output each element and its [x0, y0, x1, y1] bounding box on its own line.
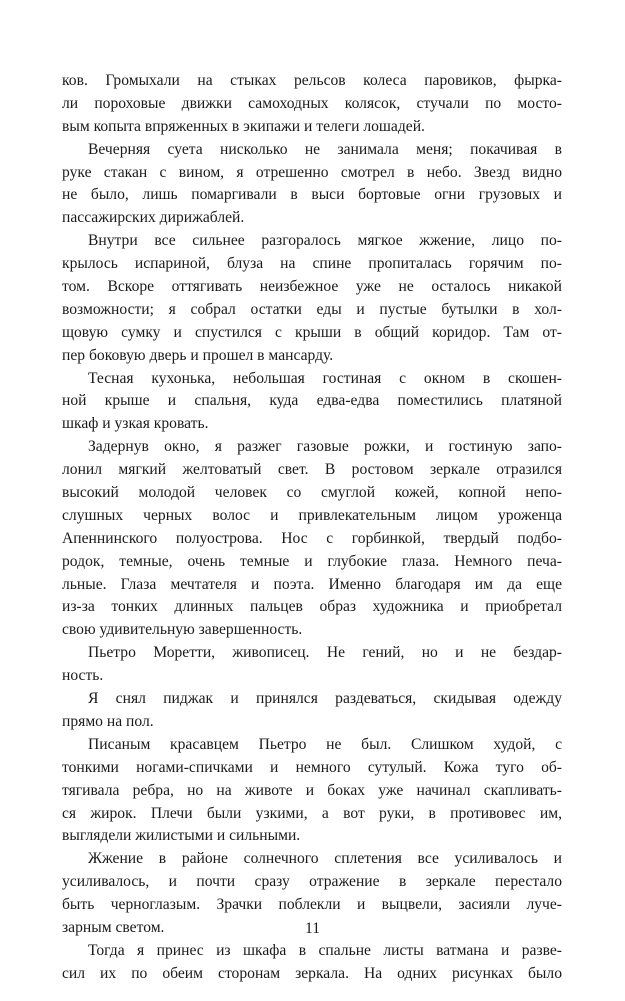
text-line: шкаф и узкая кровать.: [62, 415, 209, 433]
text-line: прямо на пол.: [62, 712, 154, 730]
paragraph: [62, 734, 562, 848]
text-line: зарным светом.: [62, 918, 165, 936]
text-line: возможности; я собрал остатки еды и пустые бутылки в хол-: [62, 300, 562, 318]
text-line: крылось испариной, блуза на спине пропиталась горячим по-: [62, 255, 562, 273]
book-page-body: [62, 70, 562, 986]
text-line: Писаным красавцем Пьетро не был. Слишком худой, с: [88, 735, 562, 753]
text-line: Апеннинского полуострова. Нос с горбинкой, твердый подбо-: [62, 529, 562, 547]
text-line: лонил мягкий желтоватый свет. В ростовом зеркале отразился: [62, 461, 562, 479]
text-line: Внутри все сильнее разгоралось мягкое жжение, лицо по-: [88, 232, 562, 250]
text-line: Вечерняя суета нисколько не занимала меня; покачивая в: [88, 140, 562, 158]
text-line: ли пороховые движки самоходных колясок, стучали по мосто-: [62, 94, 562, 112]
text-line: тонкими ногами-спичками и немного сутулый. Кожа туго об-: [62, 758, 562, 776]
text-line: Тесная кухонька, небольшая гостиная с окном в скошен-: [88, 369, 562, 387]
text-line: Я снял пиджак и принялся раздеваться, скидывая одежду: [88, 690, 562, 708]
text-line: руке стакан с вином, я отрешенно смотрел в небо. Звезд видно: [62, 163, 562, 181]
paragraph: [62, 70, 562, 139]
text-line: выглядели жилистыми и сильными.: [62, 827, 301, 845]
paragraph: [62, 368, 562, 437]
text-line: Задернув окно, я разжег газовые рожки, и гостиную запо-: [88, 438, 562, 456]
text-line: льные. Глаза мечтателя и поэта. Именно благодаря им да еще: [62, 575, 562, 593]
paragraph: [62, 940, 562, 986]
text-line: высокий молодой человек со смуглой кожей, копной непо-: [62, 484, 562, 502]
text-line: не было, лишь помаргивали в выси бортовые огни грузовых и: [62, 186, 562, 204]
text-line: ность.: [62, 667, 104, 685]
text-line: слушных черных волос и привлекательным лицом уроженца: [62, 506, 562, 524]
text-line: усиливалось, и почти сразу отражение в зеркале перестало: [62, 873, 562, 891]
text-line: Жжение в районе солнечного сплетения все усиливалось и: [88, 850, 562, 868]
text-line: ся жирок. Плечи были узкими, а вот руки, в противовес им,: [62, 804, 562, 822]
text-line: пер боковую дверь и прошел в мансарду.: [62, 346, 334, 364]
text-line: из-за тонких длинных пальцев образ художника и приобретал: [62, 598, 562, 616]
paragraph: [62, 642, 562, 688]
text-line: вым копыта впряженных в экипажи и телеги лошадей.: [62, 117, 425, 135]
text-line: том. Вскоре оттягивать неизбежное уже не осталось никакой: [62, 278, 562, 296]
text-line: быть черноглазым. Зрачки поблекли и выцвели, засияли луче-: [62, 896, 562, 914]
text-line: щовую сумку и спустился с крыши в общий коридор. Там от-: [62, 323, 562, 341]
text-line: пассажирских дирижаблей.: [62, 209, 245, 227]
paragraph: [62, 230, 562, 367]
text-line: Пьетро Моретти, живописец. Не гений, но и не бездар-: [88, 644, 562, 662]
text-line: Тогда я принес из шкафа в спальне листы ватмана и разве-: [88, 941, 562, 959]
text-line: ной крыше и спальня, куда едва-едва поместились платяной: [62, 392, 562, 410]
paragraph: [62, 436, 562, 642]
text-line: родок, темные, очень темные и глубокие глаза. Немного печа-: [62, 552, 562, 570]
paragraph: [62, 688, 562, 734]
text-line: сил их по обеим сторонам зеркала. На одних рисунках было: [62, 964, 562, 982]
paragraph: [62, 139, 562, 231]
page-number: 11: [304, 920, 320, 937]
text-line: тягивала ребра, но на животе и боках уже начинал скапливать-: [62, 781, 562, 799]
text-line: свою удивительную завершенность.: [62, 621, 303, 639]
text-line: ков. Громыхали на стыках рельсов колеса паровиков, фырка-: [62, 72, 562, 89]
